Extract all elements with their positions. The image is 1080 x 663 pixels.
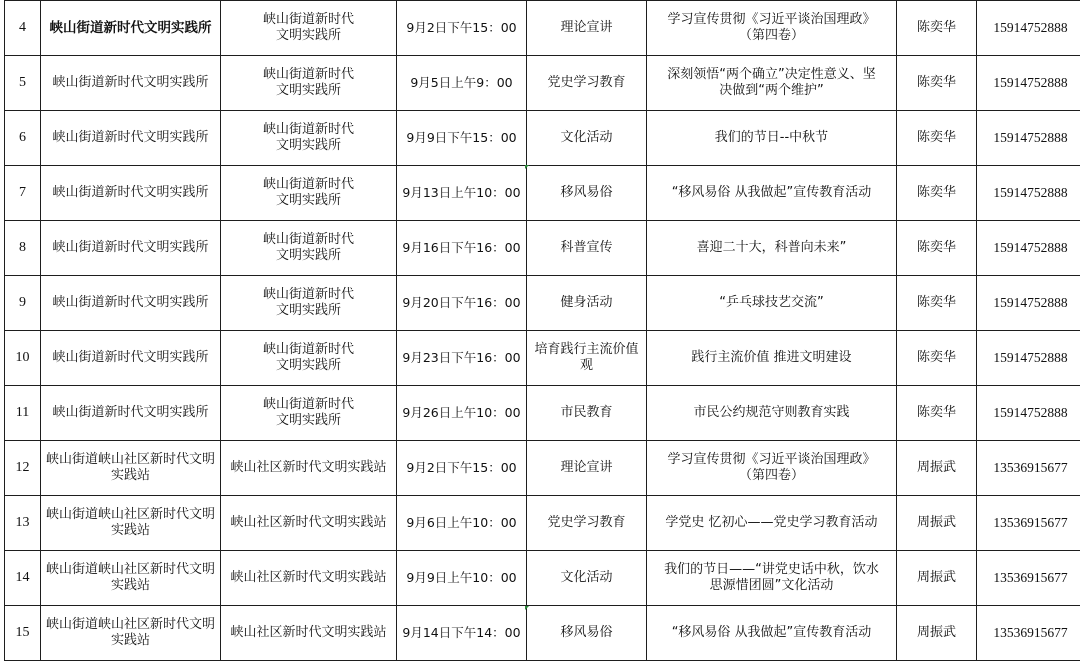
phone-cell[interactable]: 13536915677 xyxy=(977,606,1080,661)
time-cell[interactable]: 9月14日下午14：00 xyxy=(397,606,527,661)
contact-cell[interactable]: 周振武 xyxy=(897,606,977,661)
phone-cell[interactable]: 15914752888 xyxy=(977,1,1080,56)
unit-cell[interactable]: 峡山街道新时代文明实践所 xyxy=(41,221,221,276)
contact-cell[interactable]: 陈奕华 xyxy=(897,386,977,441)
phone-cell[interactable]: 15914752888 xyxy=(977,221,1080,276)
unit-cell[interactable]: 峡山街道新时代文明实践所 xyxy=(41,111,221,166)
time-cell[interactable]: 9月2日下午15：00 xyxy=(397,1,527,56)
time-cell[interactable]: 9月13日上午10：00 xyxy=(397,166,527,221)
unit-cell[interactable]: 峡山街道新时代文明实践所 xyxy=(41,1,221,56)
contact-cell[interactable]: 周振武 xyxy=(897,496,977,551)
contact-cell[interactable]: 陈奕华 xyxy=(897,331,977,386)
venue-cell[interactable]: 峡山街道新时代 文明实践所 xyxy=(221,276,397,331)
table-row xyxy=(5,386,1080,441)
unit-cell[interactable]: 峡山街道新时代文明实践所 xyxy=(41,276,221,331)
phone-cell[interactable]: 15914752888 xyxy=(977,331,1080,386)
row-number-cell[interactable]: 6 xyxy=(5,111,41,166)
phone-cell[interactable]: 15914752888 xyxy=(977,111,1080,166)
activity-type-cell[interactable]: 理论宣讲 xyxy=(527,1,647,56)
unit-cell[interactable]: 峡山街道峡山社区新时代文明 实践站 xyxy=(41,441,221,496)
unit-cell[interactable]: 峡山街道新时代文明实践所 xyxy=(41,166,221,221)
topic-cell[interactable]: 市民公约规范守则教育实践 xyxy=(647,386,897,441)
table-row xyxy=(5,56,1080,111)
row-number-cell[interactable]: 12 xyxy=(5,441,41,496)
table-row xyxy=(5,166,1080,221)
time-cell[interactable]: 9月26日上午10：00 xyxy=(397,386,527,441)
unit-cell[interactable]: 峡山街道峡山社区新时代文明 实践站 xyxy=(41,496,221,551)
activity-type-cell[interactable]: 文化活动 xyxy=(527,111,647,166)
phone-cell[interactable]: 13536915677 xyxy=(977,496,1080,551)
row-number-cell[interactable]: 14 xyxy=(5,551,41,606)
unit-cell[interactable]: 峡山街道新时代文明实践所 xyxy=(41,56,221,111)
topic-cell[interactable]: 践行主流价值 推进文明建设 xyxy=(647,331,897,386)
contact-cell[interactable]: 陈奕华 xyxy=(897,221,977,276)
phone-cell[interactable]: 13536915677 xyxy=(977,441,1080,496)
venue-cell[interactable]: 峡山街道新时代 文明实践所 xyxy=(221,1,397,56)
table-row xyxy=(5,111,1080,166)
phone-cell[interactable]: 13536915677 xyxy=(977,551,1080,606)
row-number-cell[interactable]: 7 xyxy=(5,166,41,221)
row-number-cell[interactable]: 13 xyxy=(5,496,41,551)
topic-cell[interactable]: 我们的节日--中秋节 xyxy=(647,111,897,166)
topic-cell[interactable]: 喜迎二十大，科普向未来” xyxy=(647,221,897,276)
activity-type-cell[interactable]: 健身活动 xyxy=(527,276,647,331)
time-cell[interactable]: 9月2日下午15：00 xyxy=(397,441,527,496)
topic-cell[interactable]: 我们的节日——“讲党史话中秋，饮水 思源惜团圆”文化活动 xyxy=(647,551,897,606)
topic-cell[interactable]: 学习宣传贯彻《习近平谈治国理政》 （第四卷） xyxy=(647,1,897,56)
activity-type-cell[interactable]: 科普宣传 xyxy=(527,221,647,276)
contact-cell[interactable]: 陈奕华 xyxy=(897,166,977,221)
table-row xyxy=(5,276,1080,331)
phone-cell[interactable]: 15914752888 xyxy=(977,276,1080,331)
table-row xyxy=(5,221,1080,276)
activity-type-cell[interactable]: 党史学习教育 xyxy=(527,496,647,551)
phone-cell[interactable]: 15914752888 xyxy=(977,386,1080,441)
phone-cell[interactable]: 15914752888 xyxy=(977,56,1080,111)
contact-cell[interactable]: 周振武 xyxy=(897,551,977,606)
activity-schedule-table xyxy=(4,0,1080,661)
topic-cell[interactable]: “乒乓球技艺交流” xyxy=(647,276,897,331)
time-cell[interactable]: 9月20日下午16：00 xyxy=(397,276,527,331)
venue-cell[interactable]: 峡山社区新时代文明实践站 xyxy=(221,551,397,606)
topic-cell[interactable]: 学习宣传贯彻《习近平谈治国理政》 （第四卷） xyxy=(647,441,897,496)
venue-cell[interactable]: 峡山社区新时代文明实践站 xyxy=(221,496,397,551)
table-row xyxy=(5,331,1080,386)
unit-cell[interactable]: 峡山街道峡山社区新时代文明 实践站 xyxy=(41,606,221,661)
venue-cell[interactable]: 峡山街道新时代 文明实践所 xyxy=(221,221,397,276)
time-cell[interactable]: 9月6日上午10：00 xyxy=(397,496,527,551)
phone-cell[interactable]: 15914752888 xyxy=(977,166,1080,221)
venue-cell[interactable]: 峡山街道新时代 文明实践所 xyxy=(221,386,397,441)
contact-cell[interactable]: 周振武 xyxy=(897,441,977,496)
cell-note-marker xyxy=(525,606,529,610)
time-cell[interactable]: 9月5日上午9：00 xyxy=(397,56,527,111)
table-body xyxy=(5,1,1080,661)
contact-cell[interactable]: 陈奕华 xyxy=(897,276,977,331)
contact-cell[interactable]: 陈奕华 xyxy=(897,56,977,111)
activity-type-cell[interactable]: 市民教育 xyxy=(527,386,647,441)
activity-type-cell[interactable]: 移风易俗 xyxy=(527,166,647,221)
activity-type-cell[interactable]: 党史学习教育 xyxy=(527,56,647,111)
activity-type-cell[interactable]: 文化活动 xyxy=(527,551,647,606)
venue-cell[interactable]: 峡山街道新时代 文明实践所 xyxy=(221,331,397,386)
venue-cell[interactable]: 峡山街道新时代 文明实践所 xyxy=(221,56,397,111)
contact-cell[interactable]: 陈奕华 xyxy=(897,1,977,56)
row-number-cell[interactable]: 10 xyxy=(5,331,41,386)
row-number-cell[interactable]: 11 xyxy=(5,386,41,441)
table-row xyxy=(5,496,1080,551)
contact-cell[interactable]: 陈奕华 xyxy=(897,111,977,166)
table-row xyxy=(5,551,1080,606)
unit-cell[interactable]: 峡山街道峡山社区新时代文明 实践站 xyxy=(41,551,221,606)
topic-cell[interactable]: 学党史 忆初心——党史学习教育活动 xyxy=(647,496,897,551)
venue-cell[interactable]: 峡山街道新时代 文明实践所 xyxy=(221,111,397,166)
row-number-cell[interactable]: 4 xyxy=(5,1,41,56)
row-number-cell[interactable]: 5 xyxy=(5,56,41,111)
table-row xyxy=(5,1,1080,56)
time-cell[interactable]: 9月23日下午16：00 xyxy=(397,331,527,386)
cell-note-marker xyxy=(525,165,529,169)
venue-cell[interactable]: 峡山街道新时代 文明实践所 xyxy=(221,166,397,221)
venue-cell[interactable]: 峡山社区新时代文明实践站 xyxy=(221,441,397,496)
table-row xyxy=(5,441,1080,496)
time-cell[interactable]: 9月9日上午10：00 xyxy=(397,551,527,606)
topic-cell[interactable]: “移风易俗 从我做起”宣传教育活动 xyxy=(647,606,897,661)
time-cell[interactable]: 9月9日下午15：00 xyxy=(397,111,527,166)
row-number-cell[interactable]: 9 xyxy=(5,276,41,331)
activity-type-cell[interactable]: 移风易俗 xyxy=(527,606,647,661)
unit-cell[interactable]: 峡山街道新时代文明实践所 xyxy=(41,386,221,441)
unit-cell[interactable]: 峡山街道新时代文明实践所 xyxy=(41,331,221,386)
time-cell[interactable]: 9月16日下午16：00 xyxy=(397,221,527,276)
row-number-cell[interactable]: 15 xyxy=(5,606,41,661)
topic-cell[interactable]: “移风易俗 从我做起”宣传教育活动 xyxy=(647,166,897,221)
activity-type-cell[interactable]: 理论宣讲 xyxy=(527,441,647,496)
row-number-cell[interactable]: 8 xyxy=(5,221,41,276)
table-row xyxy=(5,606,1080,661)
topic-cell[interactable]: 深刻领悟“两个确立”决定性意义、坚 决做到“两个维护” xyxy=(647,56,897,111)
venue-cell[interactable]: 峡山社区新时代文明实践站 xyxy=(221,606,397,661)
activity-type-cell[interactable]: 培育践行主流价值 观 xyxy=(527,331,647,386)
